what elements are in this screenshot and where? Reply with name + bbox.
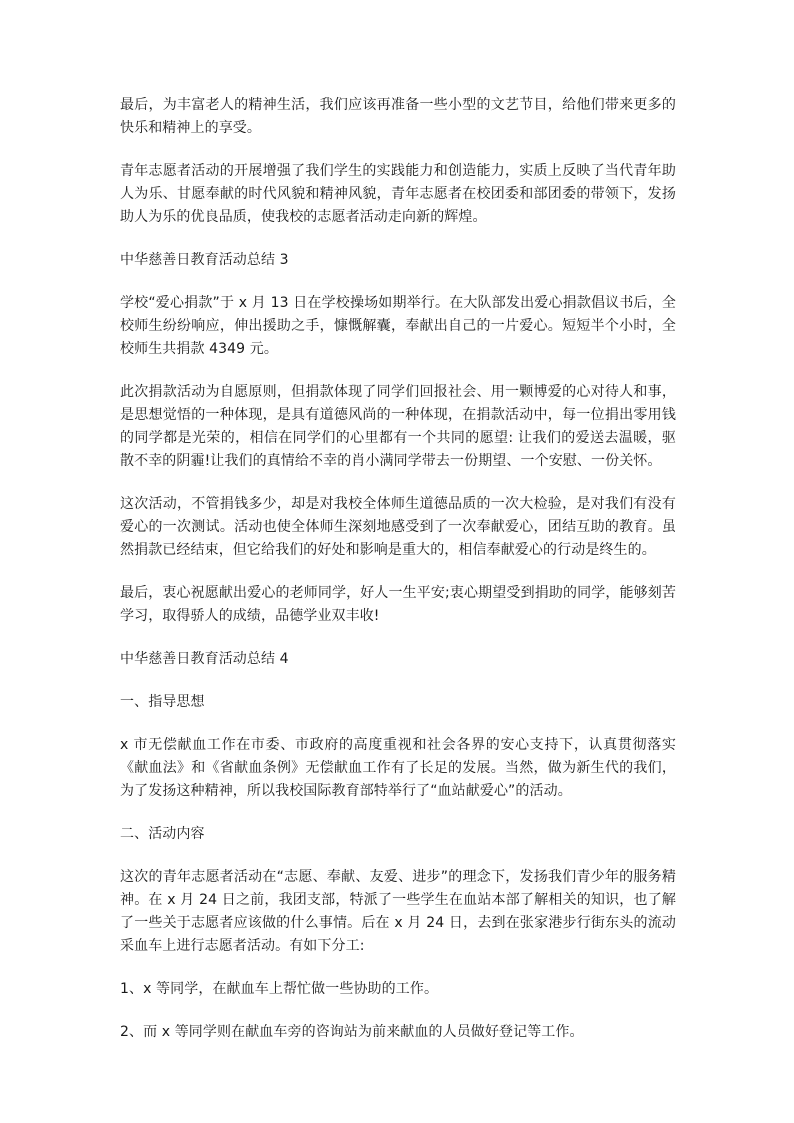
paragraph: 青年志愿者活动的开展增强了我们学生的实践能力和创造能力，实质上反映了当代青年助人为乐、甘愿奉献的时代风貌和精神风貌，青年志愿者在校团委和部团委的带领下，发扬助人为乐的优良品质，使我校的志愿者活动走向新的辉煌。: [120, 163, 676, 225]
section-heading: 中华慈善日教育活动总结 4: [120, 651, 289, 667]
paragraph: 这次的青年志愿者活动在“志愿、奉献、友爱、进步”的理念下，发扬我们青少年的服务精神。在 x 月 24 日之前，我团支部，特派了一些学生在血站本部了解相关的知识，也了解了一些关于志愿者应该做的什么事情。后在 x 月 24 日，去到在张家港步行街东头的流动采血车上进行志愿者活动。有如下分工:: [120, 869, 676, 954]
paragraph: x 市无偿献血工作在市委、市政府的高度重视和社会各界的安心支持下，认真贯彻落实《献血法》和《省献血条例》无偿献血工作有了长足的发展。当然，做为新生代的我们，为了发扬这种精神，所以我校国际教育部特举行了“血站献爱心”的活动。: [120, 737, 676, 799]
paragraph: 最后，为丰富老人的精神生活，我们应该再准备一些小型的文艺节目，给他们带来更多的快乐和精神上的享受。: [120, 97, 676, 136]
subsection-heading: 一、指导思想: [120, 694, 205, 710]
document-page: [120, 94, 676, 1064]
list-item: 1、x 等同学，在献血车上帮忙做一些协助的工作。: [120, 981, 439, 997]
subsection-heading: 二、活动内容: [120, 826, 205, 842]
paragraph: 这次活动，不管捐钱多少，却是对我校全体师生道德品质的一次大检验，是对我们有没有爱心的一次测试。活动也使全体师生深刻地感受到了一次奉献爱心，团结互助的教育。虽然捐款已经结束，但它给我们的好处和影响是重大的，相信奉献爱心的行动是终生的。: [120, 496, 676, 558]
paragraph: 此次捐款活动为自愿原则，但捐款体现了同学们回报社会、用一颗博爱的心对待人和事，是思想觉悟的一种体现，是具有道德风尚的一种体现，在捐款活动中，每一位捐出零用钱的同学都是光荣的，相信在同学们的心里都有一个共同的愿望: 让我们的爱送去温暖，驱散不幸的阴霾!让我们的真情给不幸的肖小满同学带去一份期望、一个安慰、一份关怀。: [120, 384, 676, 469]
section-heading: 中华慈善日教育活动总结 3: [120, 252, 289, 268]
paragraph: 最后，衷心祝愿献出爱心的老师同学，好人一生平安;衷心期望受到捐助的同学，能够刻苦学习，取得骄人的成绩，品德学业双丰收!: [120, 585, 676, 624]
paragraph: 学校“爱心捐款”于 x 月 13 日在学校操场如期举行。在大队部发出爱心捐款倡议书后，全校师生纷纷响应，伸出援助之手，慷慨解囊，奉献出自己的一片爱心。短短半个小时，全校师生共捐款 4349 元。: [120, 295, 676, 357]
list-item: 2、而 x 等同学则在献血车旁的咨询站为前来献血的人员做好登记等工作。: [120, 1024, 584, 1040]
